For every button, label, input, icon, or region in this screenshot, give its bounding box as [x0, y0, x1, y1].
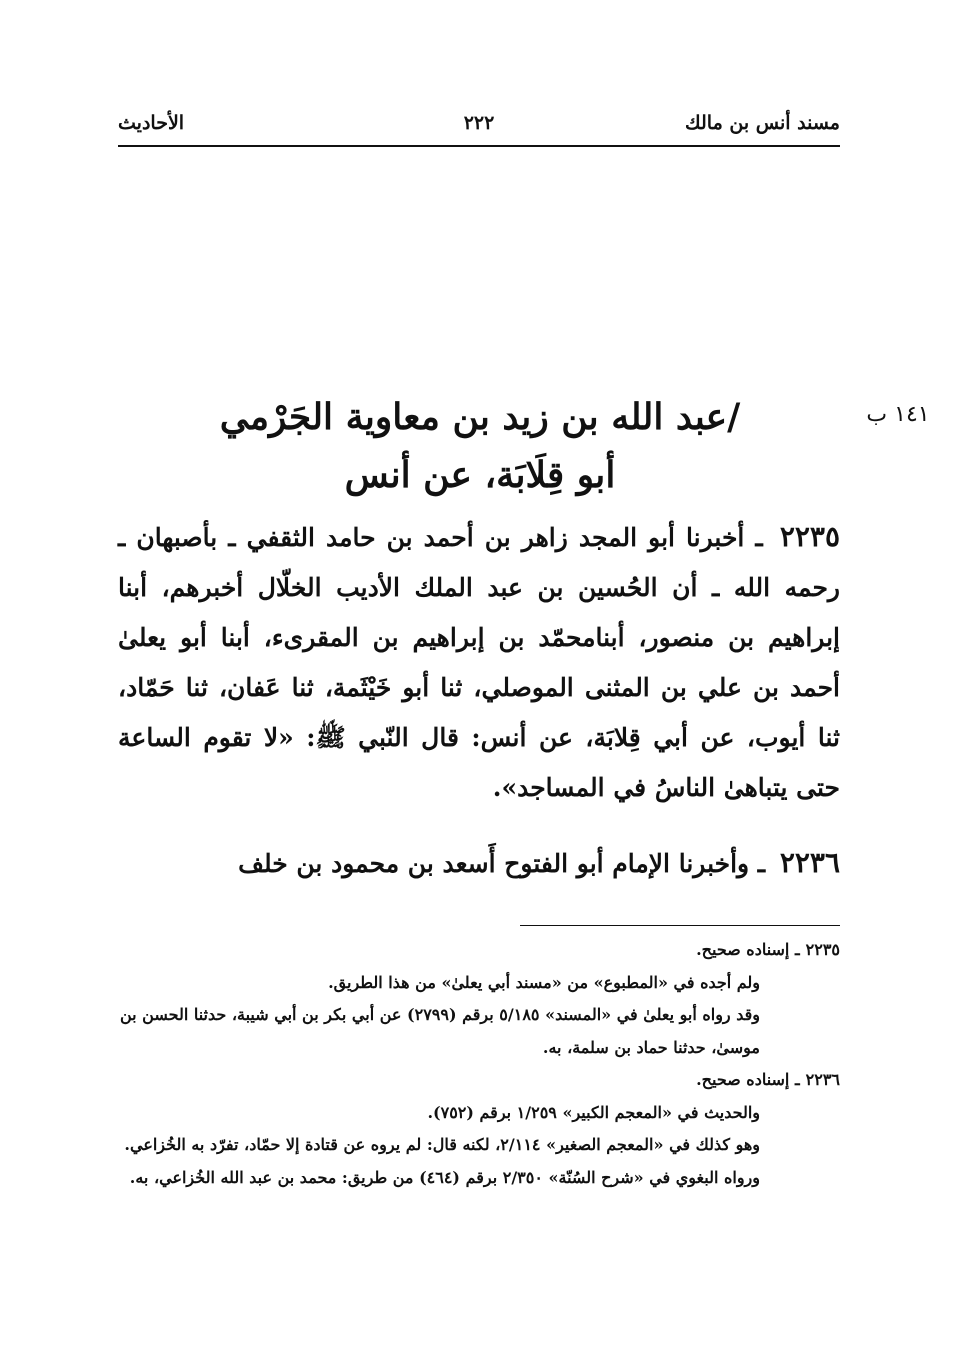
- footnote-line: [118, 1064, 840, 1097]
- footnote-text: ولم أجده في «المطبوع» من «مسند أبي يعلىٰ» من هذا الطريق.: [328, 972, 760, 992]
- running-head-section-title: الأحاديث: [118, 112, 185, 134]
- chapter-heading-line-2: أبو قِلَابَة، عن أنس: [344, 454, 616, 496]
- chapter-heading-line-1: /عبد الله بن زيد بن معاوية الجَرْمي: [219, 396, 741, 438]
- footnote-line: [118, 1129, 840, 1162]
- footnote-text: ـ إسناده صحيح.: [696, 1070, 800, 1089]
- footnote-line: [118, 999, 840, 1064]
- footnote-line: [118, 1162, 840, 1195]
- chapter-heading: [130, 388, 830, 504]
- footnote-text: ورواه البغوي في «شرح السُنّة» ٢/٣٥٠ برقم (٤٦٤) من طريق: محمد بن عبد الله الخُزاعي، به.: [129, 1167, 760, 1187]
- hadith-text: ـ أخبرنا أبو المجد زاهر بن أحمد بن حامد الثقفي ـ بأصبهان ـ رحمه الله ـ أن الحُسين بن عبد الملك الأديب الخلّال أخبرهم، أبنا إبراهيم بن منصور، أبنامحمّد بن إبراهيم بن المقرىء، أبنا أبو يعلىٰ أحمد بن علي بن المثنى الموصلي، ثنا أبو خَيْثَمة، ثنا عَفان، ثنا حَمّاد، ثنا أيوب، عن أبي قِلابَة، عن أنس: قال النّبي ﷺ: «لا تقوم الساعة حتى يتباهىٰ الناسُ في المساجد».: [118, 523, 840, 802]
- footnotes: [118, 934, 840, 1194]
- manuscript-folio-note: ١٤١ ب: [866, 402, 930, 427]
- hadith-number: ٢٢٣٥: [779, 520, 840, 553]
- footnote-text: وقد رواه أبو يعلىٰ في «المسند» ٥/١٨٥ برقم (٢٧٩٩) عن أبي بكر بن أبي شيبة، حدثنا الحسن بن موسىٰ، حدثنا حماد بن سلمة، به.: [119, 1005, 760, 1057]
- hadith-number: ٢٢٣٦: [779, 846, 840, 879]
- footnote-text: ـ إسناده صحيح.: [696, 940, 800, 959]
- header-divider: [118, 145, 840, 147]
- hadith-2235: [118, 512, 840, 813]
- footnote-line: [118, 1097, 840, 1130]
- footnote-number: ٢٢٣٥: [805, 940, 840, 959]
- footnote-number: ٢٢٣٦: [805, 1070, 840, 1089]
- footnote-divider: [520, 925, 840, 926]
- page-number: ٢٢٢: [463, 112, 495, 134]
- running-head-book-title: مسند أنس بن مالك: [685, 112, 840, 134]
- footnote-line: [118, 967, 840, 1000]
- footnote-line: [118, 934, 840, 967]
- hadith-2236: [118, 838, 840, 889]
- hadith-text: ـ وأخبرنا الإمام أبو الفتوح أَسعد بن محمود بن خلف: [238, 849, 766, 878]
- footnote-text: وهو كذلك في «المعجم الصغير» ٢/١١٤، لكنه قال: لم يروه عن قتادة إلا حمّاد، تفرّد به الخُزاعي.: [124, 1135, 760, 1154]
- footnote-text: والحديث في «المعجم الكبير» ١/٢٥٩ برقم (٧٥٢).: [427, 1102, 760, 1122]
- running-head: [118, 112, 840, 142]
